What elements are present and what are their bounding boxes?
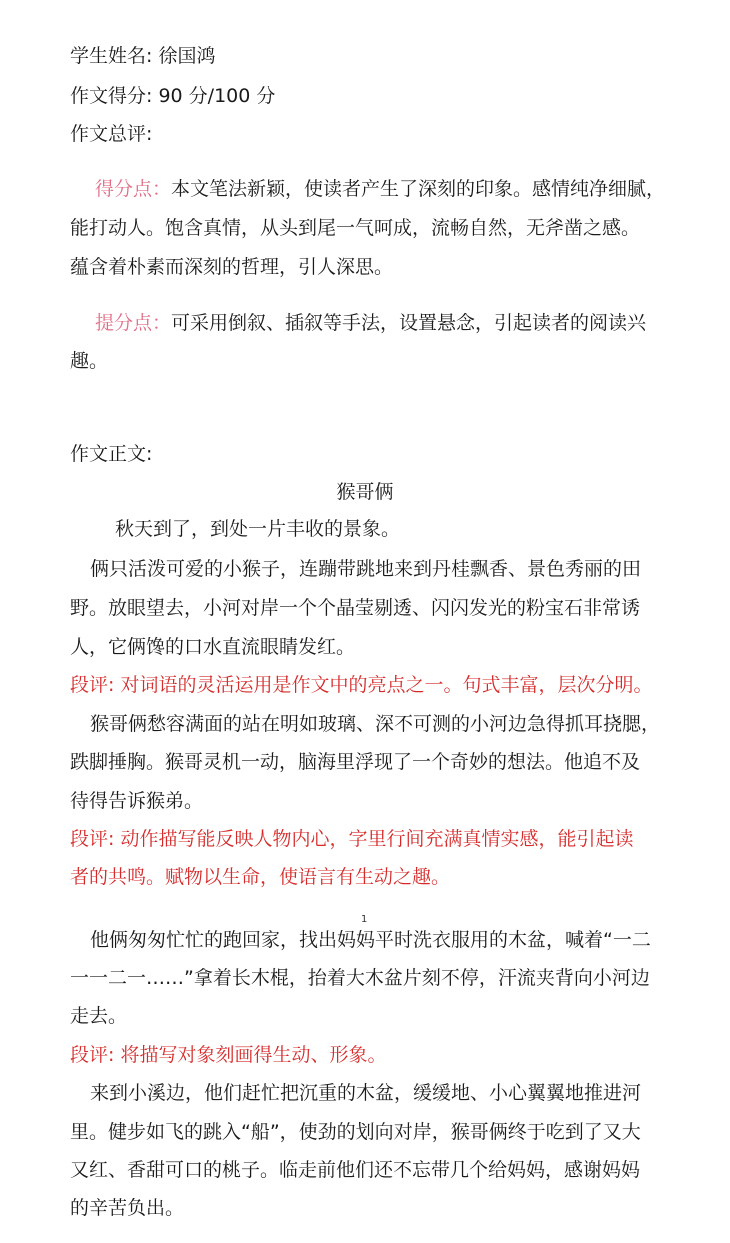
- strength-line-3: 蕴含着朴素而深刻的哲理，引人深思。: [70, 256, 394, 278]
- essay-line-p1: 秋天到了，到处一片丰收的景象。: [115, 518, 401, 540]
- essay-line-p5-3: 又红、香甜可口的桃子。临走前他们还不忘带几个给妈妈，感谢妈妈: [70, 1159, 641, 1181]
- improve-line-1: [95, 311, 646, 335]
- essay-line-p3-3: 待得告诉猴弟。: [70, 790, 204, 812]
- review-label: 作文总评:: [70, 123, 153, 145]
- score-row: [70, 84, 275, 108]
- essay-line-p2-3: 人，它俩馋的口水直流眼睛发红。: [70, 636, 356, 658]
- essay-line-p3-1: 猴哥俩愁容满面的站在明如玻璃、深不可测的小河边急得抓耳挠腮，: [90, 713, 661, 735]
- essay-line-p2-2: 野。放眼望去，小河对岸一个个晶莹剔透、闪闪发光的粉宝石非常诱: [70, 597, 641, 619]
- improve-label: 提分点：: [95, 312, 172, 334]
- essay-line-p4-1: 他俩匆匆忙忙的跑回家，找出妈妈平时洗衣服用的木盆，喊着“一二: [90, 929, 651, 951]
- comment-1: 段评: 对词语的灵活运用是作文中的亮点之一。句式丰富，层次分明。: [70, 674, 653, 696]
- score-value: 90 分/100 分: [158, 85, 276, 107]
- improve-text-1: 可采用倒叙、插叙等手法，设置悬念，引起读者的阅读兴: [171, 312, 647, 334]
- essay-line-p4-3: 走去。: [70, 1005, 128, 1027]
- student-name-label: 学生姓名:: [70, 45, 153, 67]
- comment-2-line-2: 者的共鸣。赋物以生命，使语言有生动之趣。: [70, 866, 451, 888]
- essay-line-p2-1: 俩只活泼可爱的小猴子，连蹦带跳地来到丹桂飘香、景色秀丽的田: [90, 558, 642, 580]
- essay-line-p5-2: 里。健步如飞的跳入“船”，使劲的划向对岸，猴哥俩终于吃到了又大: [70, 1121, 641, 1143]
- essay-line-p5-1: 来到小溪边，他们赶忙把沉重的木盆，缓缓地、小心翼翼地推进河: [90, 1082, 642, 1104]
- improve-line-2: 趣。: [70, 350, 109, 372]
- essay-title: 猴哥俩: [336, 481, 394, 503]
- footnote-marker: 1: [361, 914, 368, 925]
- essay-line-p3-2: 跌脚捶胸。猴哥灵机一动，脑海里浮现了一个奇妙的想法。他追不及: [70, 751, 641, 773]
- strength-label: 得分点：: [95, 178, 172, 200]
- essay-line-p4-2: 一一二一……”拿着长木棍，抬着大木盆片刻不停，汗流夹背向小河边: [70, 967, 650, 989]
- student-name-value: 徐国鸿: [158, 45, 216, 67]
- strength-line-1: [95, 177, 665, 201]
- strength-line-2: 能打动人。饱含真情，从头到尾一气呵成，流畅自然，无斧凿之感。: [70, 217, 641, 239]
- comment-2-line-1: 段评: 动作描写能反映人物内心，字里行间充满真情实感，能引起读: [70, 828, 634, 850]
- comment-3: 段评: 将描写对象刻画得生动、形象。: [70, 1044, 387, 1066]
- score-label: 作文得分:: [70, 85, 153, 107]
- essay-label: 作文正文:: [70, 443, 153, 465]
- essay-line-p5-4: 的辛苦负出。: [70, 1197, 185, 1219]
- strength-text-1: 本文笔法新颖，使读者产生了深刻的印象。感情纯净细腻，: [171, 178, 666, 200]
- student-name-row: [70, 44, 215, 68]
